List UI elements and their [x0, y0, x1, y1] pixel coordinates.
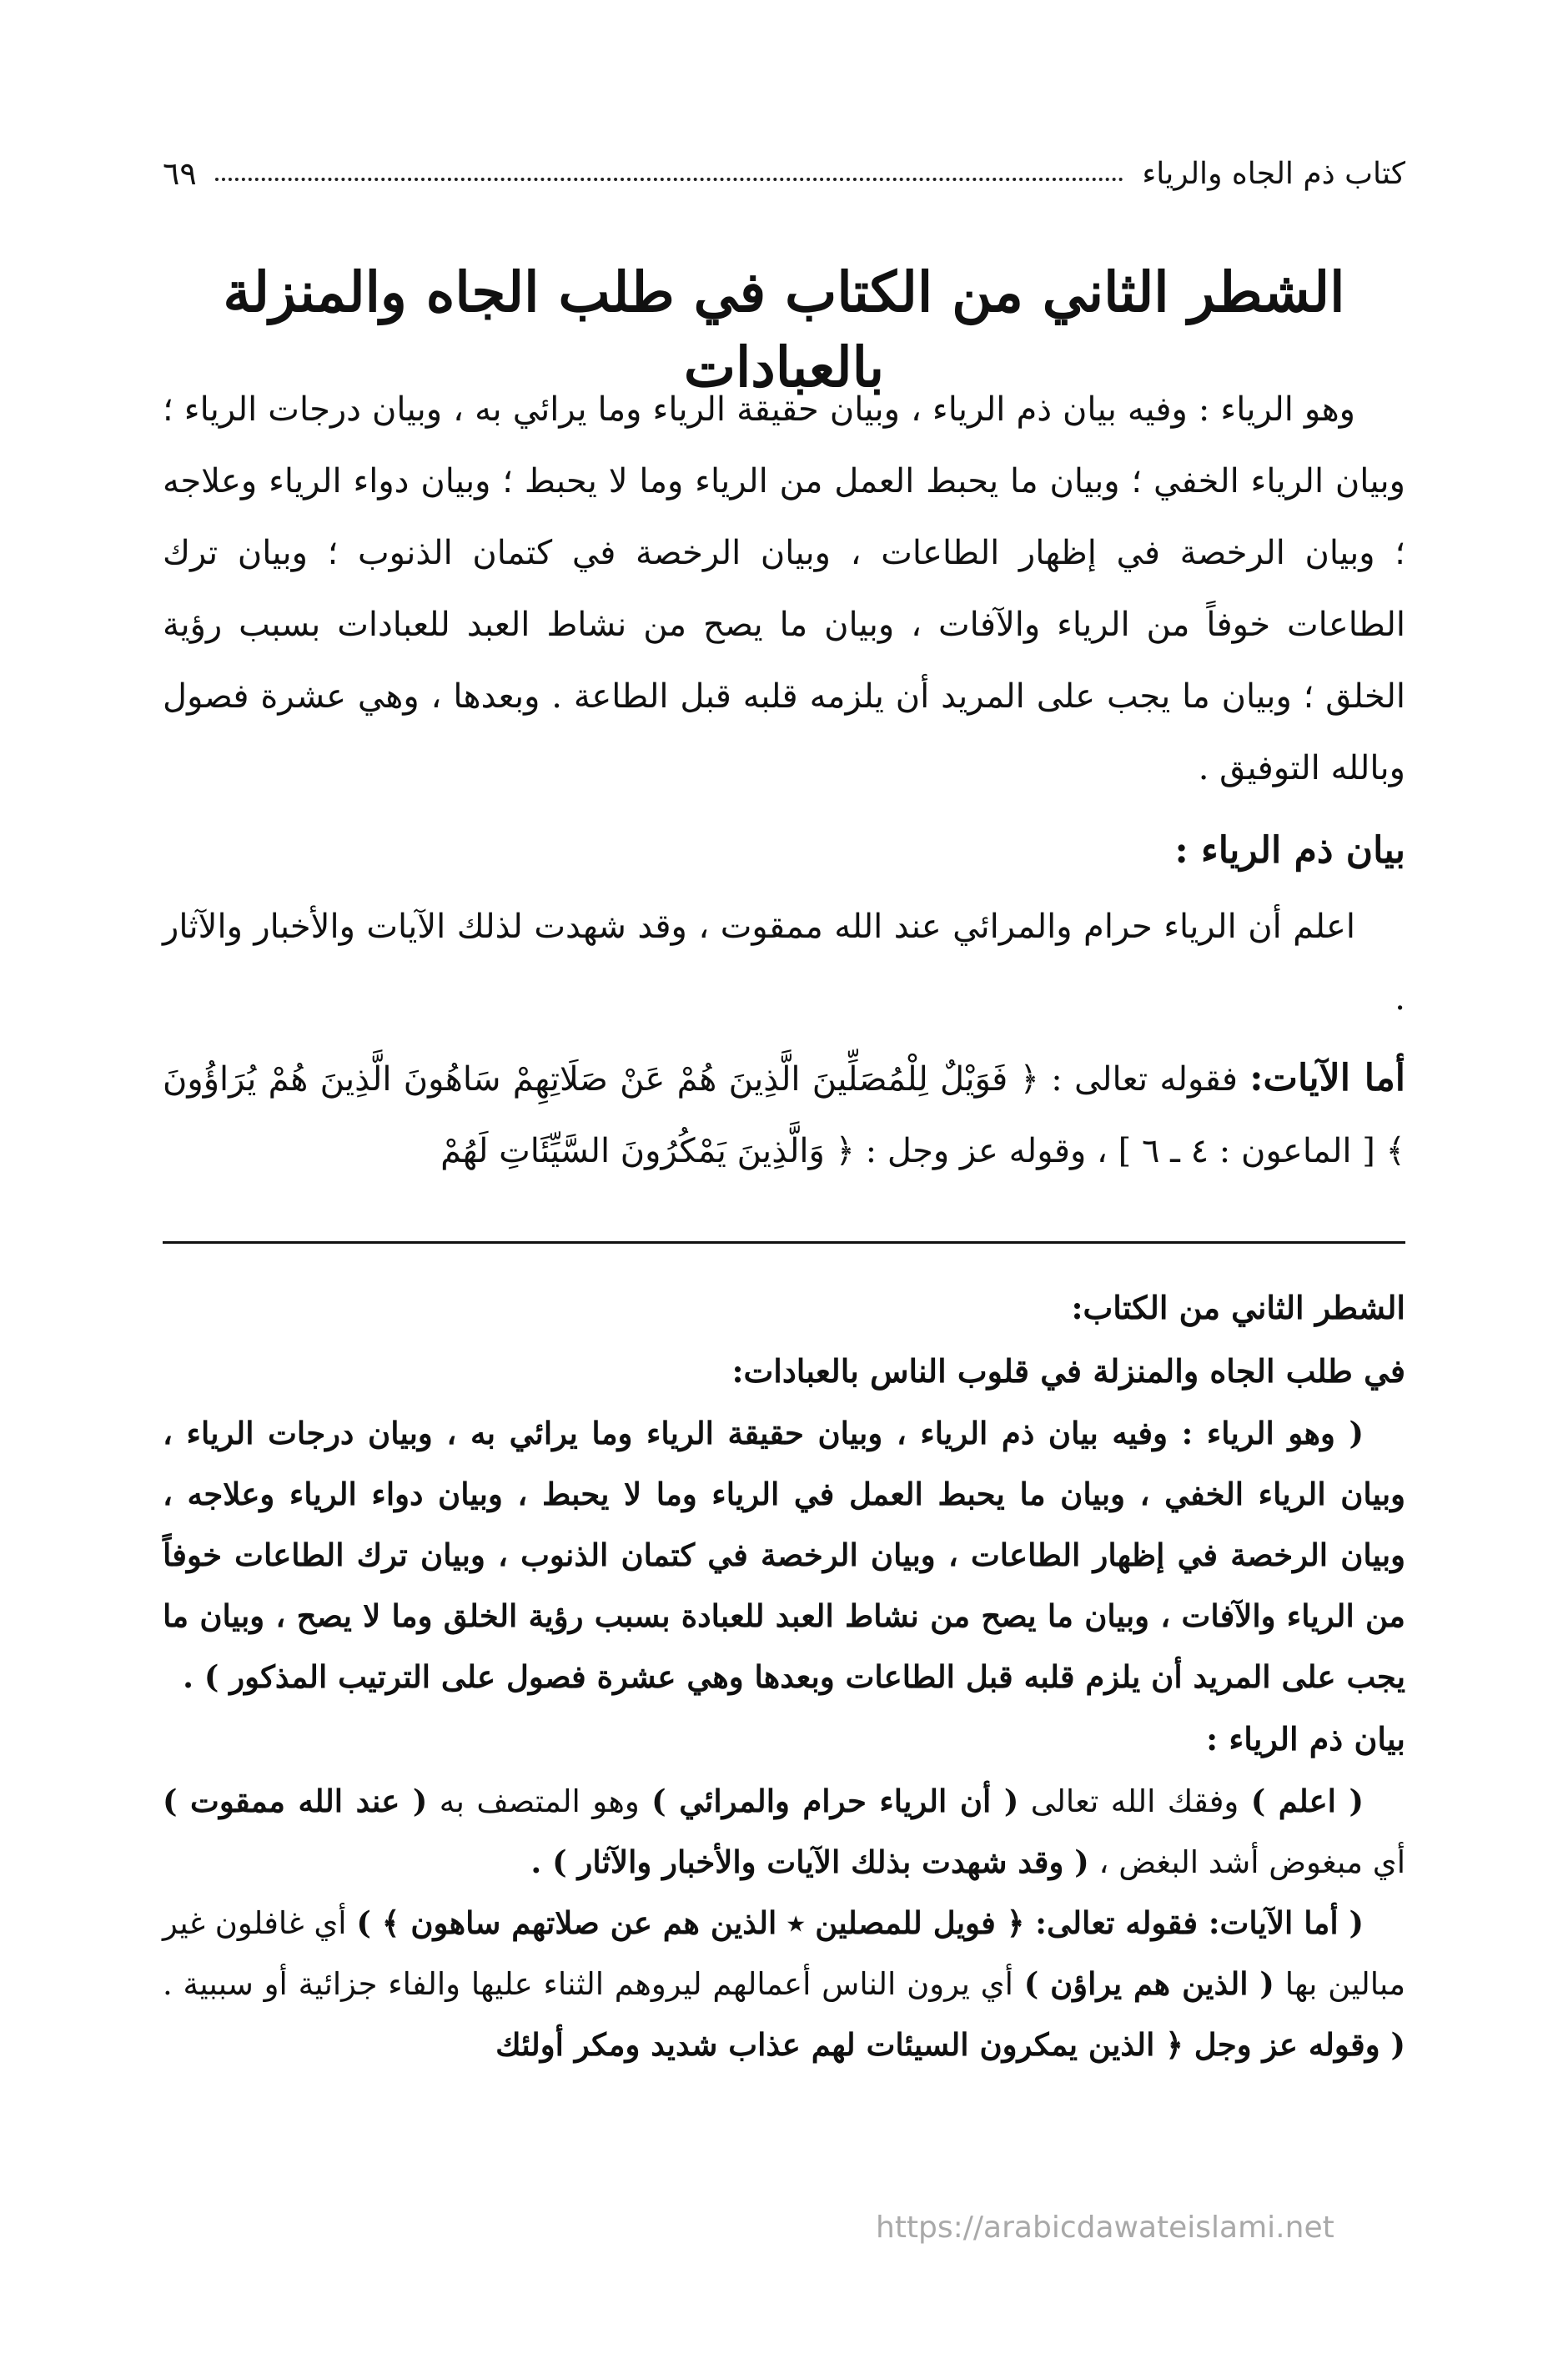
p2-part-c: ( أن الرياء حرام والمرائي )	[651, 1783, 1019, 1819]
commentary-heading-2: في طلب الجاه والمنزلة في قلوب الناس بالعبادات:	[731, 1352, 1405, 1390]
watermark-url: https://arabicdawateislami.net	[876, 2211, 1334, 2245]
commentary-heading-3: بيان ذم الرياء :	[1206, 1720, 1405, 1758]
verses-text: فقوله تعالى : ﴿ فَوَيْلٌ لِلْمُصَلِّينَ الَّذِينَ هُمْ عَنْ صَلَاتِهِمْ سَاهُونَ الَّذِينَ هُمْ يُرَاؤُونَ ﴾ [ الماعون : ٤ ـ ٦ ] ، وقوله عز وجل : ﴿ وَالَّذِينَ يَمْكُرُونَ السَّيِّئَاتِ لَهُمْ	[163, 1060, 1405, 1170]
verses-paragraph	[163, 1043, 1405, 1187]
section-heading: بيان ذم الرياء :	[1174, 829, 1405, 872]
main-text	[163, 374, 1405, 1187]
p3-part-c: ( الذين هم يراؤن )	[1023, 1965, 1274, 2002]
commentary-paragraph-1: ( وهو الرياء : وفيه بيان ذم الرياء ، وبيان حقيقة الرياء وما يرائي به ، وبيان درجات الرياء ، وبيان الرياء الخفي ، وبيان ما يحبط العمل في الرياء وما لا يحبط ، وبيان دواء الرياء وعلاجه ، وبيان الرخصة في إظهار الطاعات ، وبيان الرخصة في كتمان الذنوب ، وبيان ترك الطاعات خوفاً من الرياء والآفات ، وبيان ما يصح من نشاط العبد للعبادة بسبب رؤية الخلق وما لا يصح ، وبيان ما يجب على المريد أن يلزم قلبه قبل الطاعات وبعدها وهي عشرة فصول على الترتيب المذكور ) .	[163, 1415, 1405, 1695]
p3-part-a: ( أما الآيات: فقوله تعالى: ﴿ فويل للمصلين ٭ الذين هم عن صلاتهم ساهون ﴾ )	[356, 1904, 1364, 1941]
commentary	[163, 1276, 1405, 2075]
chapter-title: الشطر الثاني من الكتاب في طلب الجاه والمنزلة بالعبادات	[223, 259, 1345, 400]
intro-paragraph: وهو الرياء : وفيه بيان ذم الرياء ، وبيان حقيقة الرياء وما يرائي به ، وبيان درجات الرياء ؛ وبيان الرياء الخفي ؛ وبيان ما يحبط العمل من الرياء وما لا يحبط ؛ وبيان دواء الرياء وعلاجه ؛ وبيان الرخصة في إظهار الطاعات ، وبيان الرخصة في كتمان الذنوب ؛ وبيان ترك الطاعات خوفاً من الرياء والآفات ، وبيان ما يصح من نشاط العبد للعبادات بسبب رؤية الخلق ؛ وبيان ما يجب على المريد أن يلزمه قلبه قبل الطاعة . وبعدها ، وهي عشرة فصول وبالله التوفيق .	[163, 390, 1405, 787]
running-header	[163, 148, 1405, 199]
verses-lead: أما الآيات:	[1249, 1057, 1405, 1099]
book-title: كتاب ذم الجاه والرياء	[1142, 156, 1405, 191]
p2-part-g: ( وقد شهدت بذلك الآيات والأخبار والآثار ) .	[530, 1843, 1089, 1880]
section-paragraph: اعلم أن الرياء حرام والمرائي عند الله ممقوت ، وقد شهدت لذلك الآيات والأخبار والآثار .	[163, 908, 1405, 1018]
p2-part-d: وهو المتصف به	[439, 1783, 640, 1819]
p3-part-b: أي غافلون غير مبالين بها	[163, 1905, 1406, 2002]
commentary-paragraph-3	[163, 1893, 1405, 2075]
p3-part-e: ( وقوله عز وجل ﴿ الذين يمكرون السيئات لهم عذاب شديد ومكر أولئك	[495, 2026, 1405, 2063]
p2-part-a: ( اعلم )	[1250, 1783, 1364, 1819]
header-dot-leader	[215, 178, 1123, 181]
p2-part-b: وفقك الله تعالى	[1030, 1783, 1239, 1819]
p2-part-f: أي مبغوض أشد البغض ،	[1098, 1844, 1405, 1880]
p3-part-d: أي يرون الناس أعمالهم ليروهم الثناء عليها والفاء جزائية أو سببية .	[163, 1966, 1013, 2002]
page-number: ٦٩	[163, 155, 197, 192]
p2-part-e: ( عند الله ممقوت )	[163, 1783, 428, 1819]
commentary-heading-1: الشطر الثاني من الكتاب:	[1071, 1289, 1405, 1326]
footnote-separator	[163, 1241, 1405, 1244]
commentary-paragraph-2	[163, 1771, 1405, 1893]
